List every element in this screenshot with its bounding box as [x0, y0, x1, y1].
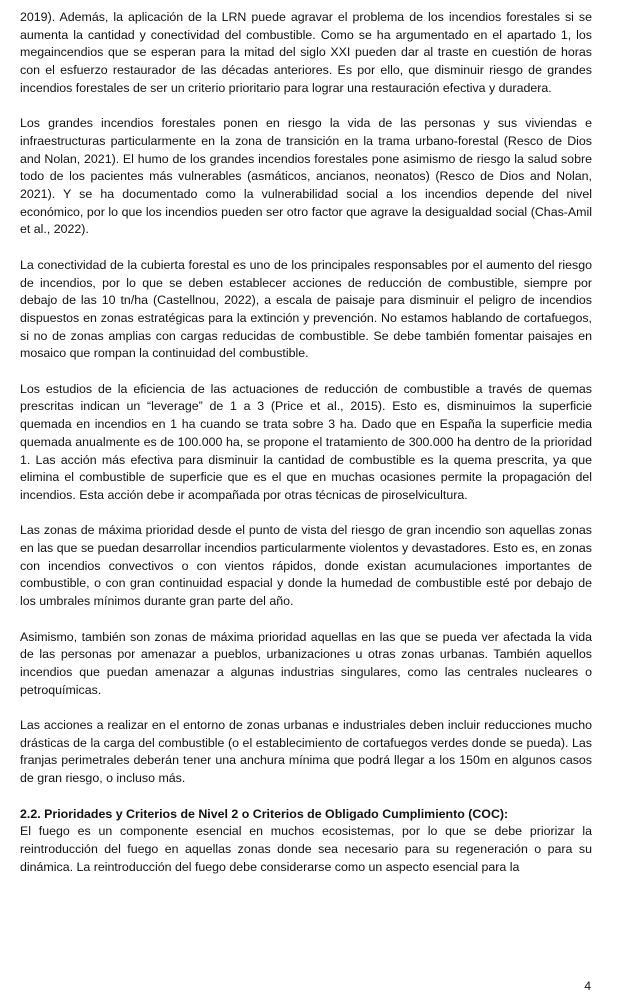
paragraph-fire-reintroduction: El fuego es un componente esencial en muchos ecosistemas, por lo que se debe priorizar la reintroducción del fuego en aquellas zonas donde sea necesario para su regeneración o para su dinámica. La reintroducción del fuego debe considerarse como un aspecto esencial para la [20, 824, 592, 874]
section-heading-2-2: 2.2. Prioridades y Criterios de Nivel 2 o Criterios de Obligado Cumplimiento (COC): [20, 806, 509, 821]
paragraph-max-priority-zones: Las zonas de máxima prioridad desde el punto de vista del riesgo de gran incendio son aquellas zonas en las que se puedan desarrollar incendios particularmente violentos y devastadores. Esto es, en zonas con incendios convectivos o con vientos rápidos, donde existan acumulaciones importantes de combustible, o con gran continuidad espacial y donde la humedad de combustible esté por debajo de los umbrales mínimos durante gran parte del año. [20, 523, 592, 609]
paragraph-prescribed-burning: Los estudios de la eficiencia de las actuaciones de reducción de combustible a través de quemas prescritas indican un “leverage” de 1 a 3 (Price et al., 2015). Esto es, disminuimos la superficie quemada en incendios en 1 ha cuando se trata sobre 3 ha. Dado que en España la superficie media quemada anualmente es de 100.000 ha, se propone el tratamiento de 300.000 ha dentro de la prioridad 1. Las acción más efectiva para disminuir la cantidad de combustible es la quema prescrita, ya que elimina el combustible de superficie que es el que en muchas ocasiones permite la propagación del incendios. Esta acción debe ir acompañada por otras técnicas de piroselvicultura. [20, 381, 592, 502]
paragraph-wildfire-people-risk: Los grandes incendios forestales ponen en riesgo la vida de las personas y sus viviendas e infraestructuras particularmente en la zona de transición en la trama urbano-forestal (Resco de Dios and Nolan, 2021). El humo de los grandes incendios forestales pone asimismo de riesgo la salud sobre todo de los pacientes más vulnerables (asmáticos, ancianos, neonatos) (Resco de Dios and Nolan, 2021). Y se ha documentado como la vulnerabilidad social a los incendios depende del nivel económico, por lo que los incendios pueden ser otro factor que agrave la desigualdad social (Chas-Amil et al., 2022). [20, 116, 592, 237]
document-page [20, 0, 592, 894]
paragraph-urban-industrial-actions: Las acciones a realizar en el entorno de zonas urbanas e industriales deben incluir reducciones mucho drásticas de la carga del combustible (o el establecimiento de cortafuegos verdes donde se pueda). Las franjas perimetrales deberán tener una anchura mínima que podrá llegar a los 150m en algunos casos de gran riesgo, o incluso más. [20, 718, 592, 786]
page-number: 4 [584, 979, 591, 993]
paragraph-lrn-fire-risk: 2019). Además, la aplicación de la LRN puede agravar el problema de los incendios forestales si se aumenta la cantidad y conectividad del combustible. Como se ha argumentado en el apartado 1, los megaincendios que se esperan para la mitad del siglo XXI pueden dar al traste en cuestión de horas con el esfuerzo restaurador de las décadas anteriores. Es por ello, que disminuir riesgo de grandes incendios forestales de ser un criterio prioritario para lograr una restauración efectiva y duradera. [20, 10, 592, 95]
paragraph-urban-priority: Asimismo, también son zonas de máxima prioridad aquellas en las que se pueda ver afectada la vida de las personas por amenazar a pueblos, urbanizaciones u otras zonas urbanas. También aquellos incendios que puedan amenazar a algunas industrias singulares, como las centrales nucleares o petroquímicas. [20, 629, 592, 697]
paragraph-forest-connectivity: La conectividad de la cubierta forestal es uno de los principales responsables por el aumento del riesgo de incendios, por lo que se deben establecer acciones de reducción de combustible, siempre por debajo de las 10 tn/ha (Castellnou, 2022), a escala de paisaje para disminuir el peligro de incendios dispuestos en zonas estratégicas para la extinción y prevención. No estamos hablando de cortafuegos, si no de zonas amplias con cargas reducidas de combustible. Se debe también fomentar paisajes en mosaico que rompan la continuidad del combustible. [20, 257, 592, 361]
